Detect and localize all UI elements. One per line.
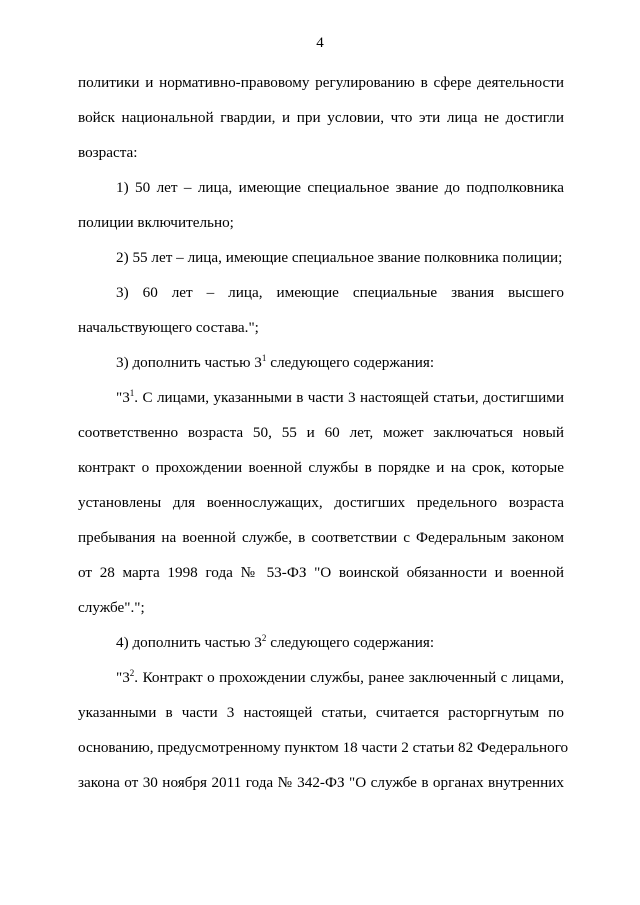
- quote-text: . Контракт о прохождении службы, ранее заключенный с лицами,: [134, 669, 564, 686]
- text-line: от 28 марта 1998 года № 53-ФЗ "О воинской обязанности и военной: [78, 564, 564, 581]
- text-line: возраста:: [78, 144, 138, 161]
- list-item-line: 1) 50 лет – лица, имеющие специальное звание до подполковника: [116, 179, 564, 196]
- text-line: службе".";: [78, 599, 145, 616]
- amendment-line: [116, 353, 564, 373]
- text-line: основанию, предусмотренному пунктом 18 части 2 статьи 82 Федерального: [78, 739, 569, 756]
- superscript: 1: [261, 353, 267, 363]
- text-line: контракт о прохождении военной службы в порядке и на срок, которые: [78, 459, 564, 476]
- quote-text: . С лицами, указанными в части 3 настоящей статьи, достигшими: [134, 389, 564, 406]
- quoted-text-line: [116, 668, 564, 688]
- quoted-text-line: [116, 388, 564, 408]
- page-number: 4: [316, 35, 324, 51]
- amendment-text: 4) дополнить частью 3: [116, 634, 262, 651]
- text-line: политики и нормативно-правовому регулированию в сфере деятельности: [78, 74, 564, 91]
- quote-start: "3: [116, 669, 130, 686]
- amendment-text: следующего содержания:: [266, 354, 435, 371]
- list-item-line: 3) 60 лет – лица, имеющие специальные звания высшего: [116, 284, 564, 301]
- text-line: войск национальной гвардии, и при условии, что эти лица не достигли: [78, 109, 564, 126]
- text-line: установлены для военнослужащих, достигших предельного возраста: [78, 494, 564, 511]
- superscript: 2: [129, 668, 135, 678]
- text-line: указанными в части 3 настоящей статьи, считается расторгнутым по: [78, 704, 564, 721]
- text-line: полиции включительно;: [78, 214, 234, 231]
- amendment-text: следующего содержания:: [266, 634, 435, 651]
- amendment-text: 3) дополнить частью 3: [116, 354, 262, 371]
- text-line: начальствующего состава.";: [78, 319, 259, 336]
- text-line: пребывания на военной службе, в соответствии с Федеральным законом: [78, 529, 564, 546]
- list-item-line: 2) 55 лет – лица, имеющие специальное звание полковника полиции;: [116, 249, 563, 266]
- superscript: 1: [129, 388, 135, 398]
- text-line: закона от 30 ноября 2011 года № 342-ФЗ "О службе в органах внутренних: [78, 774, 564, 791]
- amendment-line: [116, 633, 564, 653]
- quote-start: "3: [116, 389, 130, 406]
- superscript: 2: [261, 633, 267, 643]
- text-line: соответственно возраста 50, 55 и 60 лет, может заключаться новый: [78, 424, 564, 441]
